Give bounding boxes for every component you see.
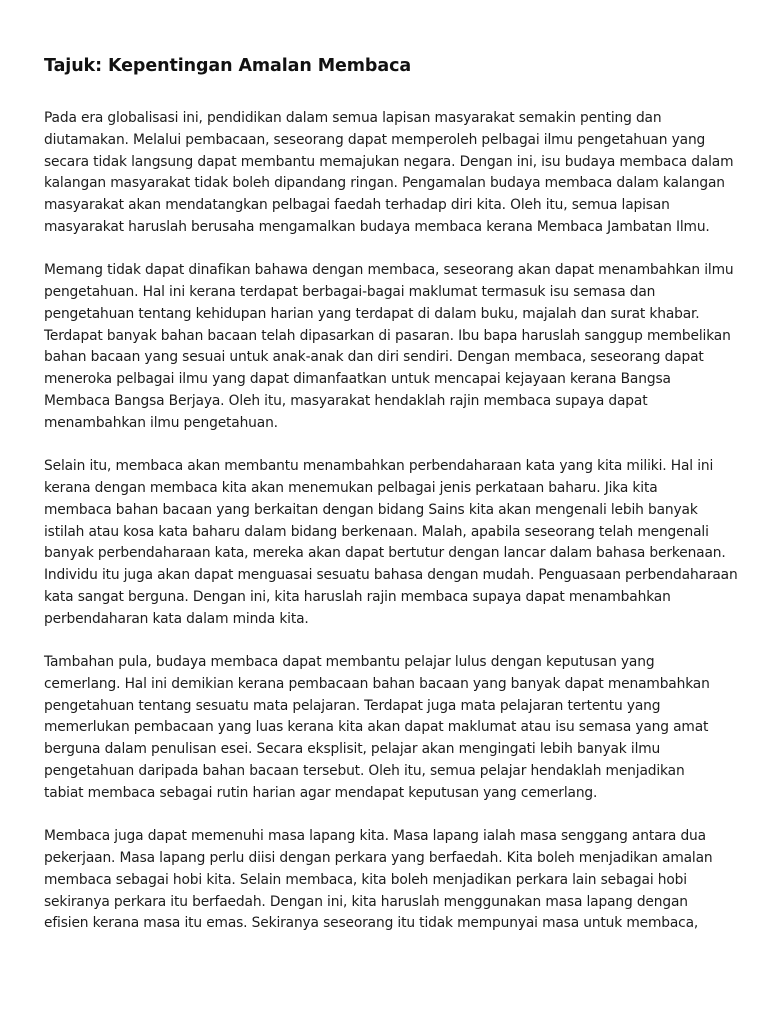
- paragraph-line: berguna dalam penulisan esei. Secara eksplisit, pelajar akan mengingati lebih banyak ilmu: [44, 741, 661, 758]
- paragraph-line: Individu itu juga akan dapat menguasai sesuatu bahasa dengan mudah. Penguasaan perbendaharaan: [44, 567, 738, 584]
- paragraph-line: banyak perbendaharaan kata, mereka akan dapat bertutur dengan lancar dalam bahasa berkenaan.: [44, 545, 726, 562]
- paragraph-line: kalangan masyarakat tidak boleh dipandang ringan. Pengamalan budaya membaca dalam kalangan: [44, 175, 725, 192]
- paragraph-line: Selain itu, membaca akan membantu menambahkan perbendaharaan kata yang kita miliki. Hal ini: [44, 458, 714, 475]
- paragraph-line: pengetahuan daripada bahan bacaan tersebut. Oleh itu, semua pelajar hendaklah menjadikan: [44, 763, 685, 780]
- paragraph-line: efisien kerana masa itu emas. Sekiranya seseorang itu tidak mempunyai masa untuk membaca,: [44, 915, 699, 932]
- paragraph-1: [44, 108, 734, 239]
- paragraph-line: Membaca Bangsa Berjaya. Oleh itu, masyarakat hendaklah rajin membaca supaya dapat: [44, 393, 648, 410]
- paragraph-line: membaca sebagai hobi kita. Selain membaca, kita boleh menjadikan perkara lain sebagai hobi: [44, 871, 687, 888]
- paragraph-5: [44, 826, 734, 935]
- paragraph-line: istilah atau kosa kata baharu dalam bidang berkenaan. Malah, apabila seseorang telah mengenali: [44, 523, 709, 540]
- paragraph-line: pengetahuan tentang sesuatu mata pelajaran. Terdapat juga mata pelajaran tertentu yang: [44, 697, 661, 714]
- paragraph-line: bahan bacaan yang sesuai untuk anak-anak dan diri sendiri. Dengan membaca, seseorang dapat: [44, 349, 704, 366]
- paragraph-line: menambahkan ilmu pengetahuan.: [44, 414, 278, 431]
- paragraph-line: kata sangat berguna. Dengan ini, kita haruslah rajin membaca supaya dapat menambahkan: [44, 588, 671, 605]
- paragraph-line: meneroka pelbagai ilmu yang dapat dimanfaatkan untuk mencapai kejayaan kerana Bangsa: [44, 371, 671, 388]
- paragraph-line: Terdapat banyak bahan bacaan telah dipasarkan di pasaran. Ibu bapa haruslah sanggup membelikan: [44, 327, 731, 344]
- paragraph-line: sekiranya perkara itu berfaedah. Dengan ini, kita haruslah menggunakan masa lapang dengan: [44, 893, 688, 910]
- paragraph-line: pengetahuan tentang kehidupan harian yang terdapat di dalam buku, majalah dan surat khabar.: [44, 305, 700, 322]
- paragraph-line: masyarakat akan mendatangkan pelbagai faedah terhadap diri kita. Oleh itu, semua lapisan: [44, 197, 670, 214]
- document-page: [44, 54, 738, 957]
- paragraph-line: membaca bahan bacaan yang berkaitan dengan bidang Sains kita akan mengenali lebih banyak: [44, 501, 698, 518]
- document-title: Tajuk: Kepentingan Amalan Membaca: [44, 56, 412, 76]
- paragraph-line: Membaca juga dapat memenuhi masa lapang kita. Masa lapang ialah masa senggang antara dua: [44, 828, 706, 845]
- paragraph-line: Memang tidak dapat dinafikan bahawa dengan membaca, seseorang akan dapat menambahkan ilmu: [44, 262, 734, 279]
- paragraph-3: [44, 456, 738, 630]
- paragraph-line: perbendaharan kata dalam minda kita.: [44, 610, 309, 627]
- paragraph-line: tabiat membaca sebagai rutin harian agar mendapat keputusan yang cemerlang.: [44, 784, 598, 801]
- paragraph-line: secara tidak langsung dapat membantu memajukan negara. Dengan ini, isu budaya membaca dalam: [44, 153, 734, 170]
- paragraph-4: [44, 652, 734, 805]
- paragraph-line: kerana dengan membaca kita akan menemukan pelbagai jenis perkataan baharu. Jika kita: [44, 479, 658, 496]
- paragraph-line: diutamakan. Melalui pembacaan, seseorang dapat memperoleh pelbagai ilmu pengetahuan yang: [44, 131, 706, 148]
- paragraph-line: memerlukan pembacaan yang luas kerana kita akan dapat maklumat atau isu semasa yang amat: [44, 719, 709, 736]
- paragraph-2: [44, 260, 734, 434]
- document-body: [44, 108, 738, 935]
- paragraph-line: cemerlang. Hal ini demikian kerana pembacaan bahan bacaan yang banyak dapat menambahkan: [44, 675, 710, 692]
- paragraph-line: Pada era globalisasi ini, pendidikan dalam semua lapisan masyarakat semakin penting dan: [44, 110, 662, 126]
- paragraph-line: pekerjaan. Masa lapang perlu diisi dengan perkara yang berfaedah. Kita boleh menjadikan amalan: [44, 849, 713, 866]
- paragraph-line: pengetahuan. Hal ini kerana terdapat berbagai-bagai maklumat termasuk isu semasa dan: [44, 284, 656, 301]
- paragraph-line: Tambahan pula, budaya membaca dapat membantu pelajar lulus dengan keputusan yang: [44, 654, 655, 671]
- paragraph-line: masyarakat haruslah berusaha mengamalkan budaya membaca kerana Membaca Jambatan Ilmu.: [44, 218, 710, 235]
